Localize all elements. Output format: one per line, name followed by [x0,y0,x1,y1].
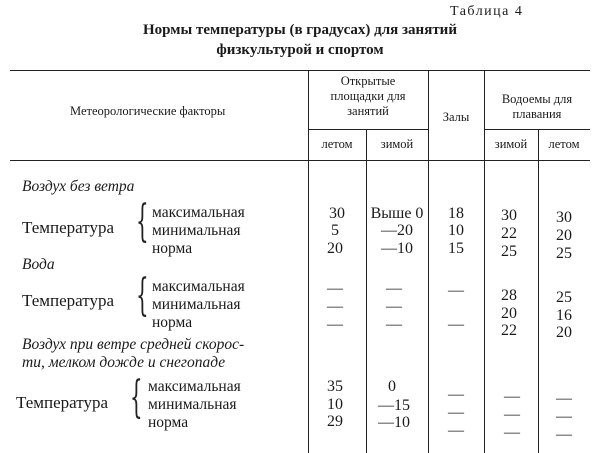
header-factors: Метеорологические факторы [70,104,226,118]
col-divider-2 [366,129,367,453]
row-label-min: минимальная [152,296,241,313]
cell: — [556,390,572,407]
header-open-line2: площадки для [330,89,406,103]
cell: 22 [501,322,517,339]
cell: 20 [501,305,517,322]
cell: —15 [378,397,410,414]
col-divider-5 [538,129,539,453]
header-open-winter: зимой [380,137,414,151]
header-open-line1: Открытые [340,74,396,88]
header-water-winter: зимой [494,137,528,151]
cell: 30 [556,209,572,226]
cell: —10 [381,240,413,257]
col-divider-4 [484,70,485,453]
subheader-rule-water [484,129,590,130]
brace-icon: { [136,196,149,247]
section-title: Вода [22,256,55,273]
cell: — [386,316,402,333]
parameter-label: Температура [16,393,109,412]
cell: 18 [448,205,464,222]
cell: 25 [556,245,572,262]
row-label-norm: норма [152,314,193,331]
cell: — [448,404,464,421]
cell: — [327,280,343,297]
row-label-min: минимальная [148,396,237,413]
cell: — [504,424,520,441]
header-halls: Залы [442,110,470,124]
parameter-label: Температура [22,291,115,310]
cell: — [556,408,572,425]
section-title: Воздух без ветра [22,178,135,195]
header-open-summer: летом [321,137,353,151]
cell: — [504,406,520,423]
cell: — [556,426,572,443]
cell: 20 [327,240,343,257]
cell: 10 [327,396,343,413]
cell: 28 [501,287,517,304]
cell: — [386,298,402,315]
cell: 29 [327,413,343,430]
cell: —10 [378,414,410,431]
cell: — [448,316,464,333]
section-title: Воздух при ветре средней скорос- [22,336,245,353]
header-water-line2: плавания [512,107,562,121]
subheader-rule-open [308,129,428,130]
cell: 22 [501,225,517,242]
cell: 25 [556,289,572,306]
cell: 25 [501,243,517,260]
header-water-summer: летом [548,137,580,151]
cell: — [448,282,464,299]
table-title-line2: физкультурой и спортом [216,42,384,58]
row-label-max: максимальная [148,378,241,395]
brace-icon: { [130,372,143,423]
cell: — [448,386,464,403]
cell: — [327,316,343,333]
cell: 20 [556,324,572,341]
cell: 15 [448,240,464,257]
cell: Выше 0 [370,205,424,222]
brace-icon: { [136,270,149,321]
header-water-line1: Водоемы для [501,92,573,106]
row-label-max: максимальная [152,204,245,221]
cell: — [327,298,343,315]
cell: — [448,422,464,439]
header-top-rule [10,70,590,71]
header-open-line3: занятий [347,104,389,118]
cell: 30 [329,205,345,222]
cell: 20 [556,227,572,244]
col-divider-1 [308,70,309,453]
cell: — [386,280,402,297]
table-title-line1: Нормы температуры (в градусах) для занятий [143,22,457,38]
cell: 5 [331,222,339,239]
parameter-label: Температура [22,218,115,237]
cell: — [504,388,520,405]
cell: —20 [381,222,413,239]
cell: 10 [448,222,464,239]
table-number: Таблица 4 [450,4,524,19]
row-label-norm: норма [148,414,189,431]
section-title-cont: ти, мелком дожде и снегопаде [22,354,226,371]
cell: 16 [556,307,572,324]
col-divider-3 [428,70,429,453]
cell: 0 [388,378,396,395]
row-label-min: минимальная [152,222,241,239]
row-label-norm: норма [152,240,193,257]
cell: 30 [501,207,517,224]
cell: 35 [327,378,343,395]
row-label-max: максимальная [152,278,245,295]
header-bottom-rule [10,160,590,161]
